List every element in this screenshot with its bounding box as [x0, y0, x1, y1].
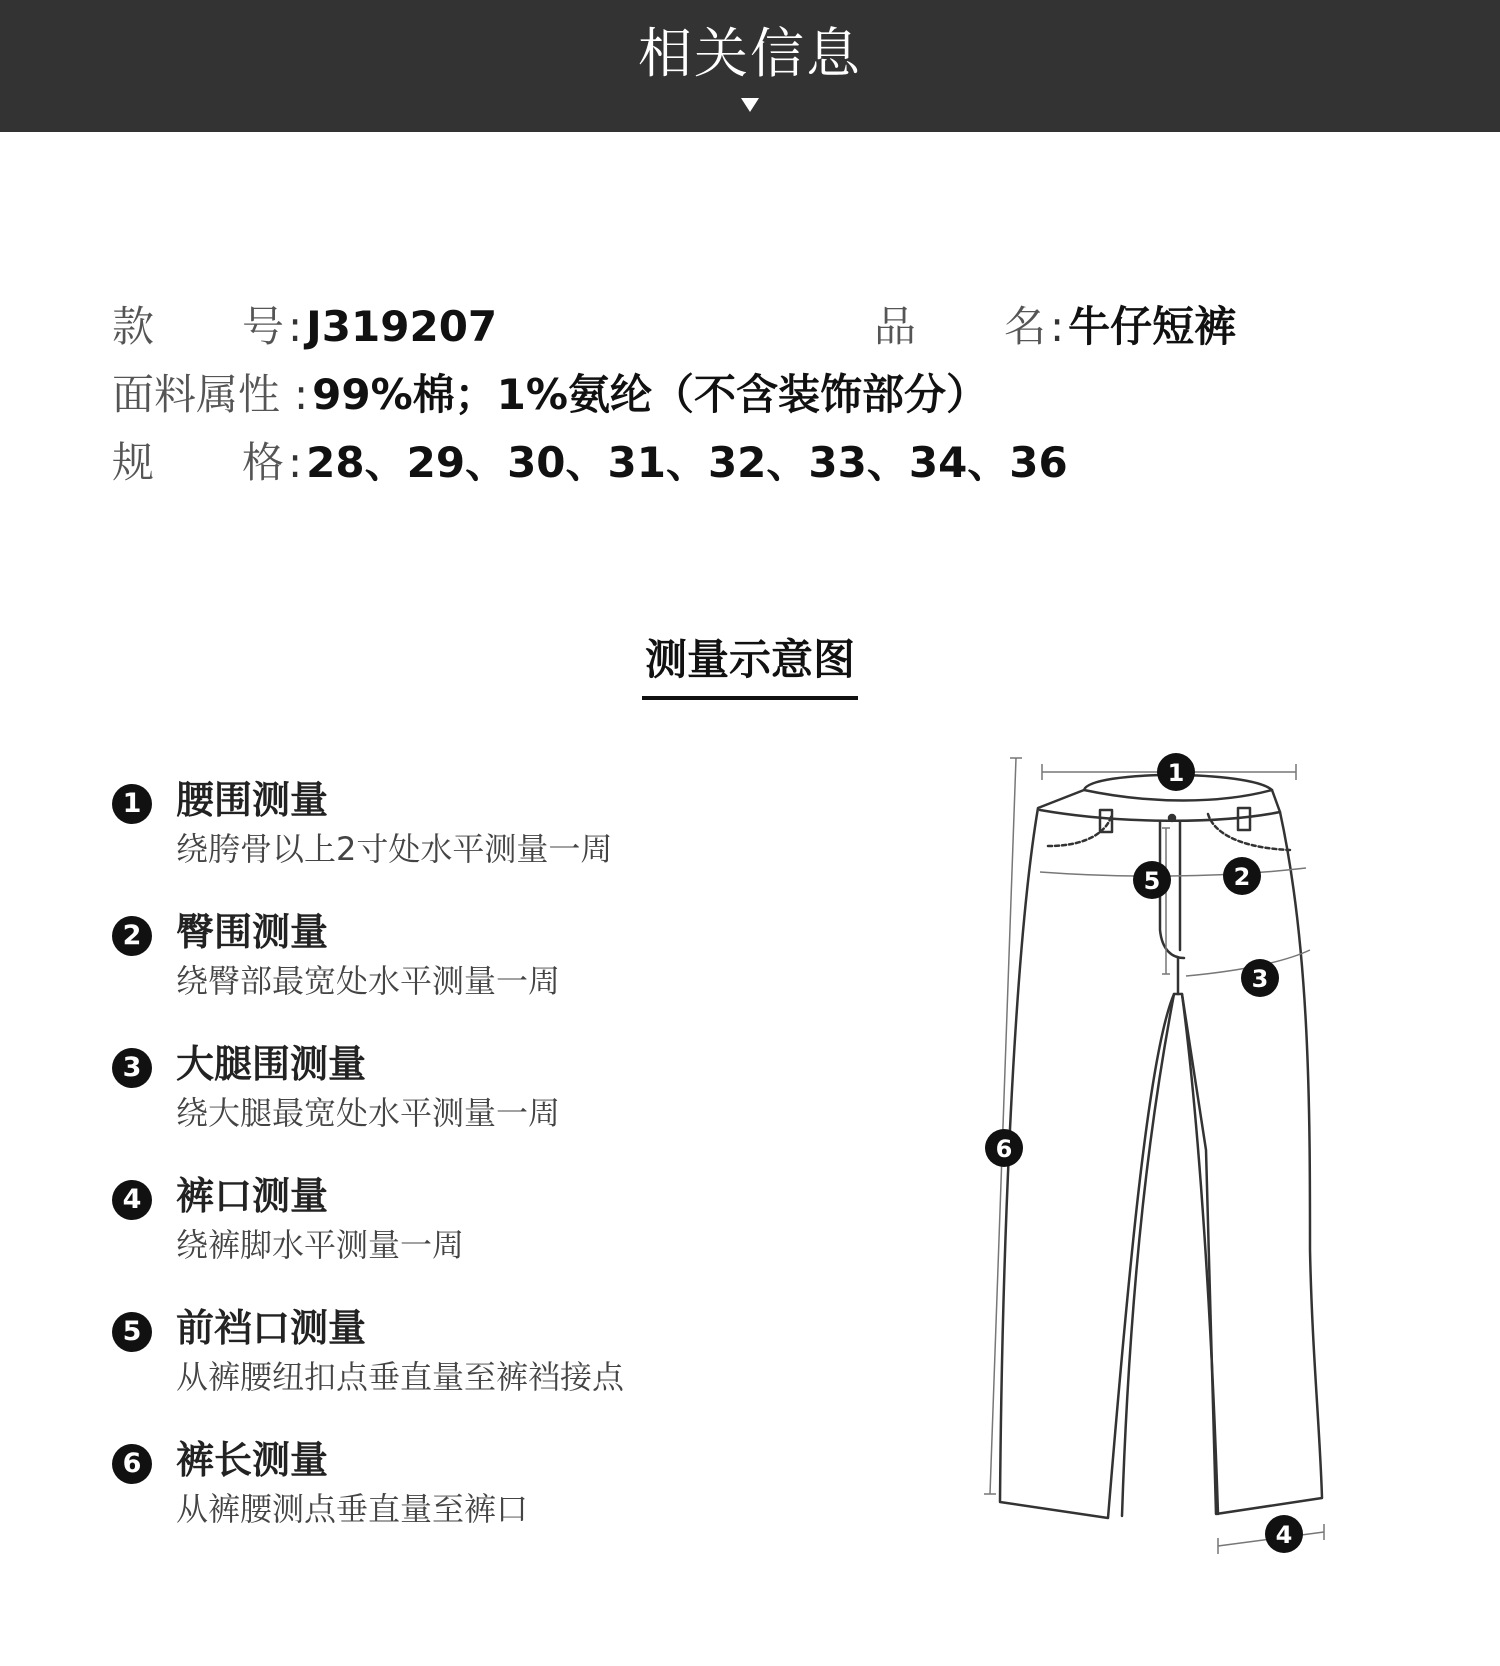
waistband-top [1084, 790, 1272, 801]
info-product-name-value: 牛仔短裤 [1068, 302, 1237, 351]
header-title: 相关信息 [638, 22, 862, 85]
header-bar [0, 0, 1500, 132]
marker-2 [1223, 857, 1261, 895]
measure-item-number: 1 [112, 784, 152, 824]
marker-4-label: 4 [1275, 1521, 1293, 1549]
marker-6-label: 6 [995, 1135, 1013, 1163]
measure-item-desc: 绕裤脚水平测量一周 [176, 1226, 465, 1264]
marker-6 [985, 1129, 1023, 1167]
measure-item-title: 裤长测量 [176, 1438, 329, 1482]
measure-item-desc: 绕臀部最宽处水平测量一周 [176, 962, 561, 1000]
measure-item-number: 2 [112, 916, 152, 956]
measure-item-title: 前裆口测量 [176, 1306, 367, 1350]
info-fabric-value: 99%棉；1%氨纶（不含装饰部分） [312, 370, 988, 419]
info-colon: : [288, 438, 303, 487]
info-sizes-label-a: 规 [112, 438, 155, 487]
measure-line-length [984, 758, 1022, 1494]
measure-item-title: 腰围测量 [176, 778, 329, 822]
measure-item-number: 3 [112, 1048, 152, 1088]
measure-item-title: 大腿围测量 [176, 1042, 367, 1086]
inner-leg-left [1122, 994, 1174, 1516]
waistband [1040, 810, 1280, 821]
marker-3-label: 3 [1251, 965, 1269, 993]
marker-4 [1265, 1515, 1303, 1553]
chevron-down-icon [741, 98, 759, 112]
marker-1-label: 1 [1167, 759, 1185, 787]
marker-5-label: 5 [1143, 867, 1161, 895]
marker-2-label: 2 [1233, 863, 1251, 891]
marker-5 [1133, 861, 1171, 899]
info-sizes-label-b: 格 [242, 438, 285, 487]
info-style-no-label-b: 号 [242, 302, 285, 351]
info-colon: : [1050, 302, 1065, 351]
measure-item-title: 裤口测量 [176, 1174, 329, 1218]
section-title-underline [642, 696, 858, 700]
info-colon: : [294, 370, 309, 419]
section-title: 测量示意图 [644, 635, 855, 684]
measure-item-desc: 从裤腰纽扣点垂直量至裤裆接点 [176, 1358, 625, 1396]
inner-leg-right [1182, 994, 1218, 1514]
measure-item-desc: 绕胯骨以上2寸处水平测量一周 [176, 830, 613, 868]
measure-item-number: 6 [112, 1444, 152, 1484]
jeans-diagram [980, 750, 1400, 1560]
info-style-no [112, 302, 497, 352]
measure-line-hip [1040, 868, 1306, 876]
info-product-name-label-b: 名 [1004, 302, 1047, 351]
info-product-name-label-a: 品 [874, 302, 917, 351]
info-style-no-value: J319207 [306, 302, 498, 351]
info-style-no-label-a: 款 [112, 302, 155, 351]
marker-3 [1241, 959, 1279, 997]
button [1169, 815, 1175, 821]
measure-item-title: 臀围测量 [176, 910, 329, 954]
info-sizes [112, 438, 1068, 488]
measure-item-desc: 从裤腰测点垂直量至裤口 [176, 1490, 529, 1528]
info-colon: : [288, 302, 303, 351]
measure-item-number: 5 [112, 1312, 152, 1352]
measure-item-desc: 绕大腿最宽处水平测量一周 [176, 1094, 561, 1132]
info-fabric-label: 面料属性 [112, 370, 281, 419]
info-sizes-value: 28、29、30、31、32、33、34、36 [306, 438, 1068, 487]
info-product-name [874, 302, 1236, 352]
info-fabric [112, 370, 988, 420]
marker-1 [1157, 753, 1195, 791]
measure-item-number: 4 [112, 1180, 152, 1220]
